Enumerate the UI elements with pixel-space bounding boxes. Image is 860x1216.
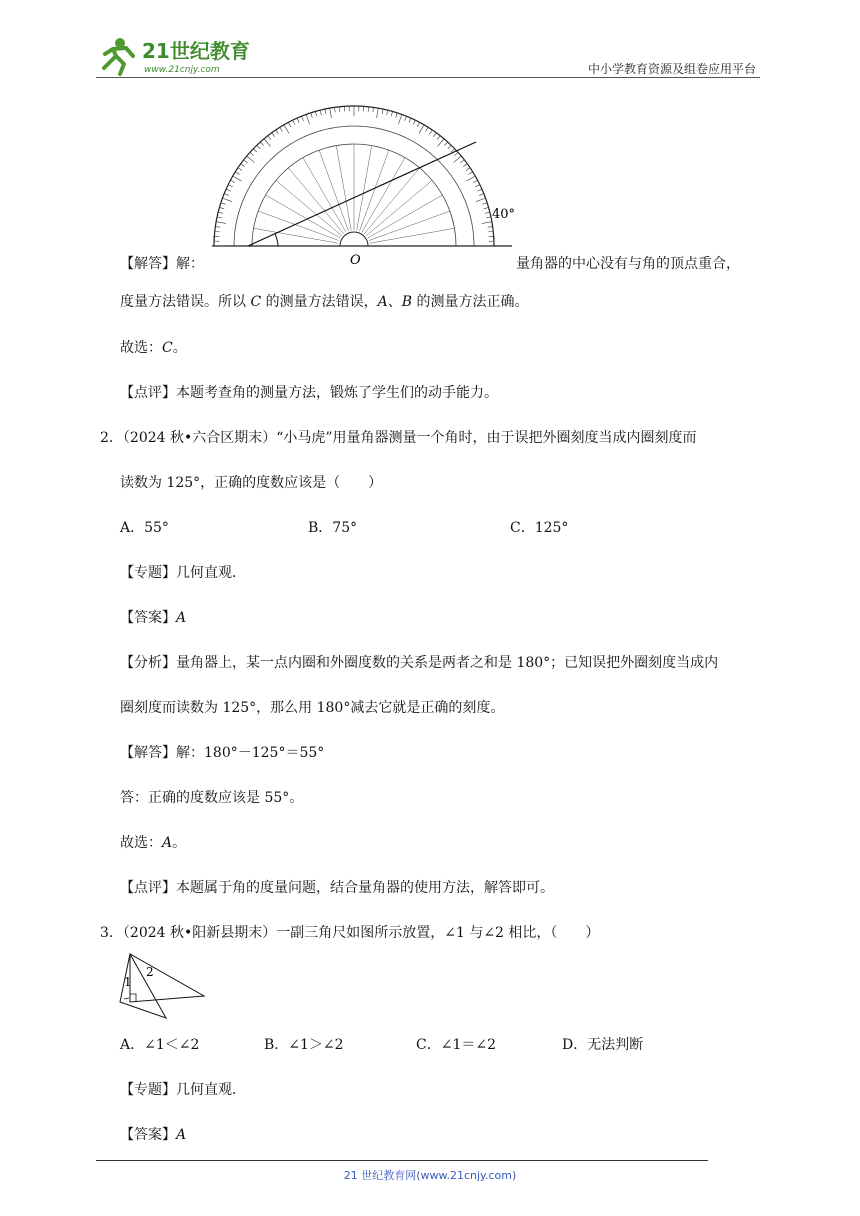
protractor-tick xyxy=(426,127,429,131)
protractor-tick xyxy=(482,203,487,205)
protractor-tick xyxy=(467,176,476,181)
protractor-tick xyxy=(221,203,226,205)
protractor-tick xyxy=(398,114,401,123)
protractor-tick xyxy=(466,168,470,171)
q2-option-c: C．125° xyxy=(510,520,569,536)
protractor-tick xyxy=(226,189,231,191)
protractor-tick xyxy=(377,108,379,118)
protractor-tick xyxy=(293,120,295,124)
protractor-tick xyxy=(417,122,419,126)
protractor-tick xyxy=(241,164,245,167)
protractor-tick xyxy=(454,152,458,155)
protractor-tick xyxy=(315,111,316,116)
q3-option-b: B．∠1＞∠2 xyxy=(264,1037,344,1053)
protractor-tick xyxy=(460,160,464,163)
protractor-tick xyxy=(302,116,304,121)
q1-review: 【点评】本题考查角的测量方法，锻炼了学生们的动手能力。 xyxy=(120,385,498,401)
protractor-tick xyxy=(437,136,440,140)
angle-40-label: 40° xyxy=(492,207,516,222)
protractor-tick xyxy=(297,118,299,123)
protractor-tick xyxy=(419,125,424,134)
site-logo xyxy=(96,34,266,78)
runner-icon xyxy=(104,38,133,74)
protractor-tick xyxy=(218,212,223,213)
angle-1-label: 1 xyxy=(124,975,132,989)
protractor-tick xyxy=(250,152,254,155)
q3-option-a: A．∠1＜∠2 xyxy=(120,1037,200,1053)
protractor-tick xyxy=(330,108,332,118)
protractor-tick xyxy=(215,227,220,228)
protractor-tick xyxy=(235,172,239,175)
q2-answer: 【答案】A xyxy=(120,610,187,626)
protractor-tick xyxy=(488,231,493,232)
protractor-tick xyxy=(468,172,472,175)
protractor-tick xyxy=(284,125,289,134)
protractor-tick xyxy=(247,156,255,162)
protractor-tick xyxy=(253,149,257,152)
protractor-tick xyxy=(444,142,447,146)
q2-review: 【点评】本题属于角的度量问题，结合量角器的使用方法，解答即可。 xyxy=(120,880,554,896)
q2-topic: 【专题】几何直观． xyxy=(120,565,246,581)
q2-option-a: A．55° xyxy=(120,520,169,536)
protractor-tick xyxy=(454,156,462,162)
protractor-tick xyxy=(288,122,290,126)
header-divider xyxy=(96,77,760,78)
q2-title-line1: 2．（2024 秋•六合区期末）“小马虎”用量角器测量一个角时，由于误把外圈刻度当成内圈刻度而 xyxy=(100,430,697,446)
protractor-tick xyxy=(485,212,490,213)
q2-analysis-line1: 【分析】量角器上，某一点内圈和外圈度数的关系是两者之和是 180°；已知误把外圈刻度当成内 xyxy=(120,655,719,671)
protractor-tick xyxy=(216,222,226,224)
protractor-tick xyxy=(448,145,451,149)
header-platform-name: 中小学教育资源及组卷应用平台 xyxy=(587,62,756,76)
protractor-tick xyxy=(488,227,493,228)
q3-title: 3．（2024 秋•阳新县期末）一副三角尺如图所示放置，∠1 与∠2 相比，（ ） xyxy=(100,925,600,941)
protractor-tick xyxy=(477,189,482,191)
protractor-tick xyxy=(257,145,260,149)
protractor-tick xyxy=(238,168,242,171)
protractor-tick xyxy=(409,118,411,123)
protractor-tick xyxy=(373,107,374,112)
logo-text: 21世纪教育 xyxy=(142,39,250,63)
protractor-tick xyxy=(276,130,279,134)
protractor-tick xyxy=(320,110,321,115)
protractor-tick xyxy=(217,217,222,218)
q3-option-d: D．无法判断 xyxy=(562,1037,644,1053)
q1-choose: 故选：C。 xyxy=(120,340,187,356)
vertex-o-label: O xyxy=(350,253,361,268)
q3-option-c: C．∠1＝∠2 xyxy=(416,1037,496,1053)
protractor-tick xyxy=(433,133,436,137)
q3-topic: 【专题】几何直观． xyxy=(120,1082,246,1098)
protractor-tick xyxy=(479,194,484,196)
footer-divider xyxy=(96,1160,708,1161)
protractor-tick xyxy=(475,185,479,187)
protractor-tick xyxy=(230,180,234,182)
q2-option-b: B．75° xyxy=(308,520,358,536)
protractor-tick xyxy=(429,130,432,134)
protractor-tick xyxy=(486,217,491,218)
protractor-tick xyxy=(306,114,309,123)
protractor-figure xyxy=(212,108,516,268)
protractor-tick xyxy=(260,142,263,146)
protractor-tick xyxy=(387,110,388,115)
q1-answer-line2: 度量方法错误。所以 C 的测量方法错误，A、B 的测量方法正确。 xyxy=(120,294,529,310)
protractor-tick xyxy=(244,160,248,163)
protractor-tick xyxy=(264,139,270,147)
protractor-tick xyxy=(391,111,392,116)
protractor-tick xyxy=(473,180,477,182)
protractor-tick xyxy=(219,207,224,208)
protractor-tick xyxy=(463,164,467,167)
protractor-tick xyxy=(215,231,220,232)
q2-choose: 故选：A。 xyxy=(120,835,187,851)
q1-answer-tail: 量角器的中心没有与角的顶点重合， xyxy=(516,256,740,272)
protractor-tick xyxy=(368,107,369,112)
q1-answer-prefix: 【解答】解： xyxy=(120,256,204,272)
logo-url-text: www.21cnjy.com xyxy=(144,65,220,75)
protractor-tick xyxy=(280,127,283,131)
protractor-tick xyxy=(382,109,383,114)
q2-analysis-line2: 圈刻度而读数为 125°，那么用 180°减去它就是正确的刻度。 xyxy=(120,700,505,716)
protractor-tick xyxy=(224,194,229,196)
protractor-tick xyxy=(222,198,231,201)
protractor-tick xyxy=(311,113,313,118)
protractor-tick xyxy=(272,133,275,137)
protractor-tick xyxy=(228,185,232,187)
angle-2-label: 2 xyxy=(146,965,154,979)
protractor-tick xyxy=(233,176,242,181)
protractor-tick xyxy=(339,107,340,112)
protractor-tick xyxy=(413,120,415,124)
protractor-tick xyxy=(438,139,444,147)
q2-title-line2: 读数为 125°，正确的度数应该是（ ） xyxy=(120,475,383,491)
protractor-tick xyxy=(325,109,326,114)
protractor-tick xyxy=(482,222,492,224)
protractor-tick xyxy=(405,116,407,121)
protractor-tick xyxy=(484,207,489,208)
triangle-rulers-figure xyxy=(116,952,212,1020)
q2-reply: 答：正确的度数应该是 55°。 xyxy=(120,790,304,806)
footer-text: 21 世纪教育网(www.21cnjy.com) xyxy=(343,1169,517,1182)
protractor-tick xyxy=(335,107,336,112)
protractor-tick xyxy=(396,113,398,118)
protractor-tick xyxy=(268,136,271,140)
q2-solution: 【解答】解：180°－125°＝55° xyxy=(120,745,325,761)
protractor-tick xyxy=(476,198,485,201)
q3-answer: 【答案】A xyxy=(120,1127,187,1143)
